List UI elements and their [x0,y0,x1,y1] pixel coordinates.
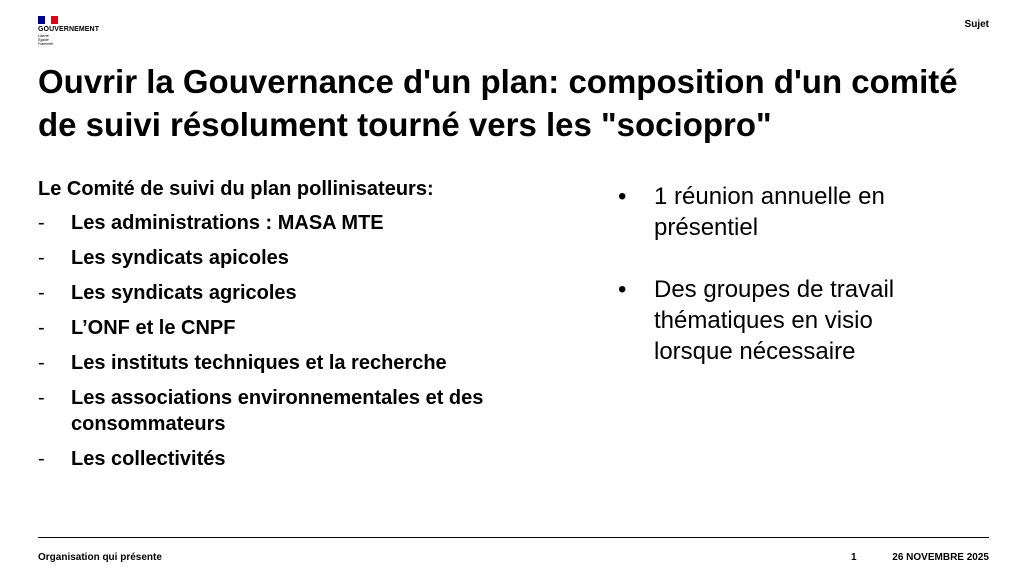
committee-heading: Le Comité de suivi du plan pollinisateurs: [38,178,434,200]
dash-marker: - [38,317,45,339]
list-item [618,181,958,243]
list-item-text: Les instituts techniques et la recherche [71,352,447,374]
list-item [38,245,578,271]
motto-line: Fraternité [38,42,53,46]
footer-organisation: Organisation qui présente [38,552,162,563]
motto [38,34,99,46]
government-logo [38,16,99,46]
list-item-text: L’ONF et le CNPF [71,317,236,339]
bullet-icon: • [618,276,627,303]
list-item [38,210,578,236]
subject-label: Sujet [964,19,989,30]
list-item [38,385,578,437]
bullet-icon: • [618,183,627,210]
list-item-text: Les syndicats agricoles [71,282,297,304]
list-item [38,446,578,472]
slide-title: Ouvrir la Gouvernance d'un plan: composition d'un comité de suivi résolument tourné vers les "sociopro" [38,63,958,143]
dash-marker: - [38,387,45,409]
motto-line: Égalité [38,38,49,42]
list-item-text: 1 réunion annuelle en présentiel [654,183,885,241]
list-item [38,350,578,376]
list-item-text: Les associations environnementales et des consommateurs [71,387,484,435]
list-item [38,280,578,306]
french-flag-icon [38,16,58,24]
committee-members-list [38,210,578,472]
list-item-text: Les administrations : MASA MTE [71,212,384,234]
dash-marker: - [38,212,45,234]
meetings-section [618,181,958,398]
committee-section [38,176,578,481]
motto-line: Liberté [38,34,49,38]
logo-text: GOUVERNEMENT [38,26,100,33]
list-item-text: Les syndicats apicoles [71,247,289,269]
list-item [618,274,958,367]
list-item [38,315,578,341]
footer-date: 26 NOVEMBRE 2025 [892,552,989,563]
page-number: 1 [851,552,857,563]
list-item-text: Les collectivités [71,448,226,470]
dash-marker: - [38,352,45,374]
meetings-list [618,181,958,367]
dash-marker: - [38,247,45,269]
dash-marker: - [38,448,45,470]
footer-divider [38,537,989,538]
dash-marker: - [38,282,45,304]
list-item-text: Des groupes de travail thématiques en visio lorsque nécessaire [654,276,895,365]
